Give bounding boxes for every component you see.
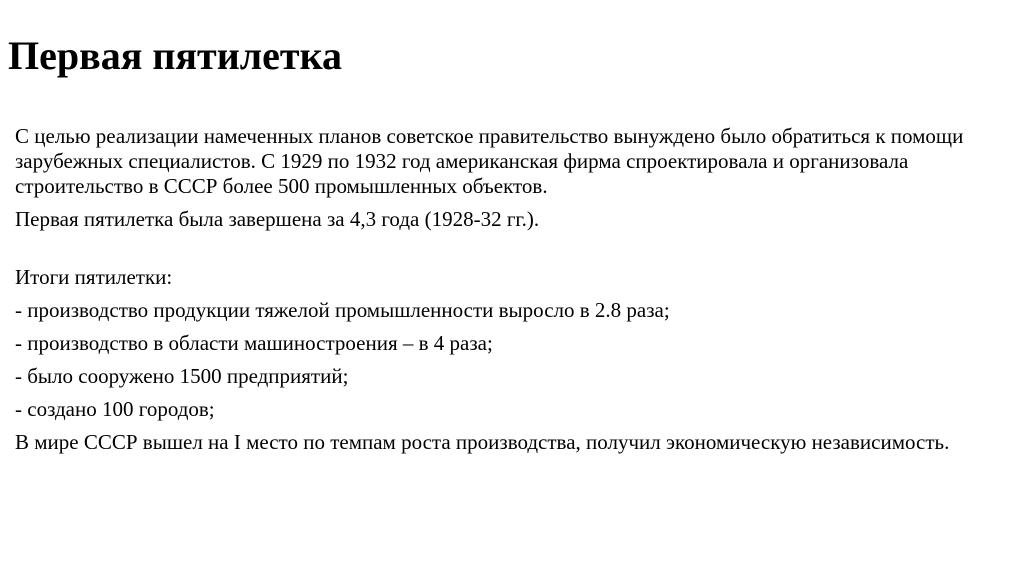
result-item: - производство продукции тяжелой промышленности выросло в 2.8 раза; — [15, 298, 670, 322]
completion-paragraph: Первая пятилетка была завершена за 4,3 года (1928-32 гг.). — [15, 207, 540, 231]
results-list — [15, 298, 1015, 422]
slide-body — [15, 124, 1015, 455]
spacer — [15, 232, 1015, 265]
conclusion-paragraph: В мире СССР вышел на I место по темпам роста производства, получил экономическую независимость. — [15, 430, 950, 454]
slide-title: Первая пятилетка — [8, 33, 343, 78]
result-item: - производство в области машиностроения – в 4 раза; — [15, 331, 493, 355]
result-item: - было сооружено 1500 предприятий; — [15, 364, 349, 388]
result-item: - создано 100 городов; — [15, 397, 215, 421]
intro-paragraph: С целью реализации намеченных планов советское правительство вынуждено было обратиться к помощи зарубежных специалистов. С 1929 по 1932 год американская фирма спроектировала и организовала строительство в СССР более 500 промышленных объектов. — [15, 124, 964, 198]
results-heading: Итоги пятилетки: — [15, 265, 173, 289]
